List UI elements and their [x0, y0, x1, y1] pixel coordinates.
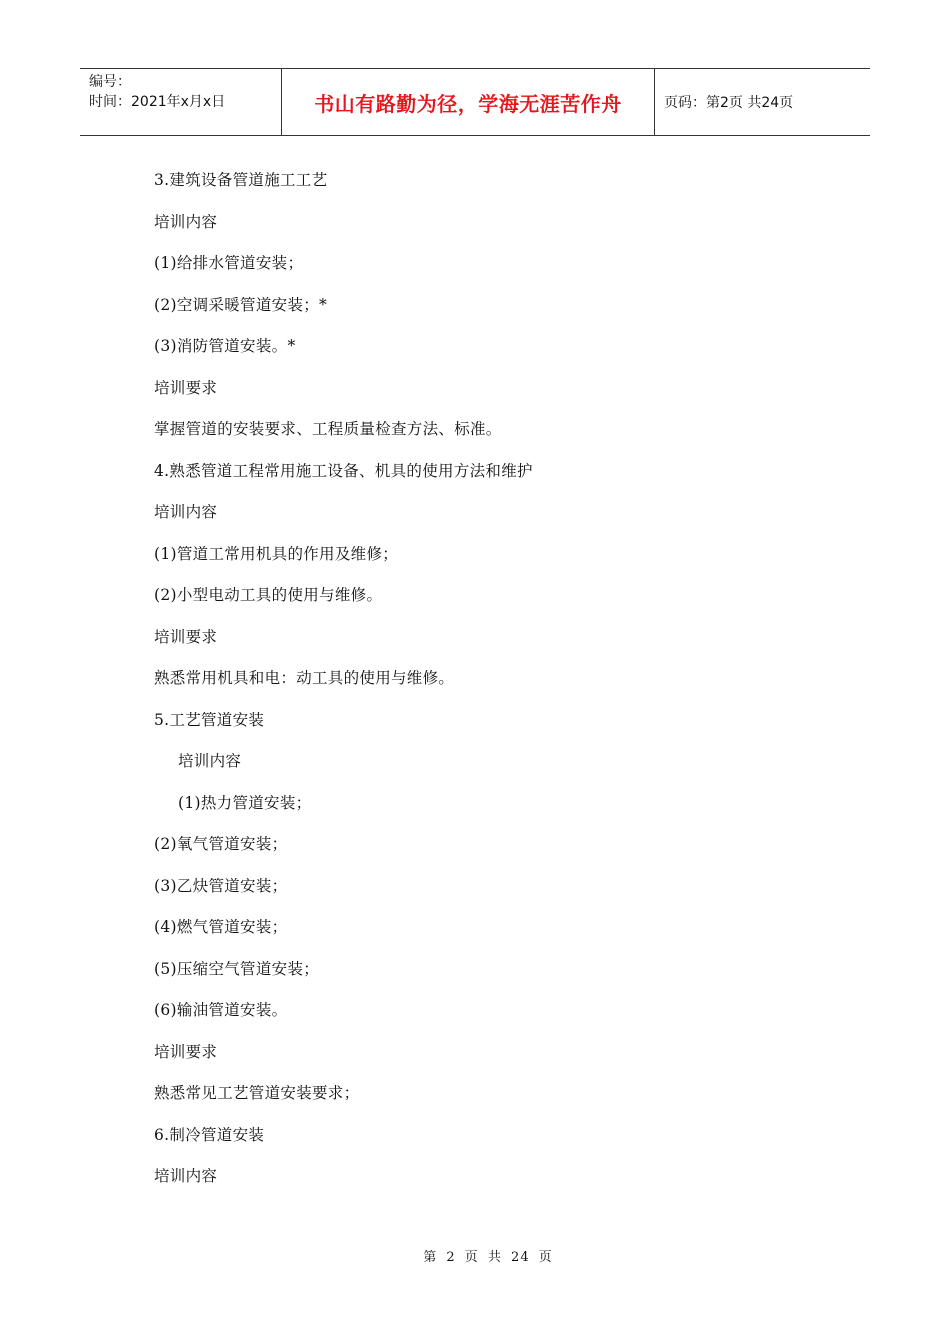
- page-header: [80, 68, 870, 136]
- list-item: (1)管道工常用机具的作用及维修；: [154, 544, 399, 563]
- body-text: 掌握管道的安装要求、工程质量检查方法、标准。: [154, 420, 502, 438]
- subheading: 培训内容: [154, 1167, 218, 1185]
- subheading: 培训内容: [154, 503, 218, 521]
- subheading: 培训要求: [154, 1042, 218, 1061]
- subheading: 培训要求: [154, 627, 218, 646]
- subheading: 培训内容: [154, 212, 218, 231]
- list-item: (3)消防管道安装。*: [154, 337, 296, 355]
- list-item: (1)给排水管道安装；: [154, 254, 304, 272]
- list-item: (4)燃气管道安装；: [154, 918, 288, 936]
- section-heading: 4.熟悉管道工程常用施工设备、机具的使用方法和维护: [154, 461, 533, 480]
- list-item: (5)压缩空气管道安装；: [154, 959, 320, 978]
- subheading: 培训内容: [178, 752, 242, 770]
- section-heading: 3.建筑设备管道施工工艺: [154, 171, 328, 189]
- list-item: (6)输油管道安装。: [154, 1001, 288, 1019]
- document-date-label: 时间：2021年x月x日: [89, 94, 226, 110]
- page-footer: [0, 1246, 950, 1265]
- list-item: (2)小型电动工具的使用与维修。: [154, 586, 383, 604]
- section-heading: 5.工艺管道安装: [154, 710, 265, 729]
- section-heading: 6.制冷管道安装: [154, 1125, 265, 1144]
- subheading: 培训要求: [154, 378, 218, 397]
- list-item: (3)乙炔管道安装；: [154, 876, 288, 895]
- header-page-indicator: 页码：第2页 共24页: [664, 95, 794, 111]
- document-number-label: 编号：: [89, 74, 131, 90]
- list-item: (2)空调采暖管道安装；*: [154, 295, 328, 314]
- list-item: (1)热力管道安装；: [178, 793, 312, 812]
- document-body: [154, 164, 854, 1202]
- header-slogan: 书山有路勤为径，学海无涯苦作舟: [282, 69, 655, 135]
- header-meta-cell: [80, 69, 282, 135]
- list-item: (2)氧气管道安装；: [154, 835, 288, 853]
- body-text: 熟悉常见工艺管道安装要求；: [154, 1084, 360, 1102]
- body-text: 熟悉常用机具和电：动工具的使用与维修。: [154, 669, 455, 687]
- footer-page-number: 第 2 页 共 24 页: [423, 1250, 553, 1265]
